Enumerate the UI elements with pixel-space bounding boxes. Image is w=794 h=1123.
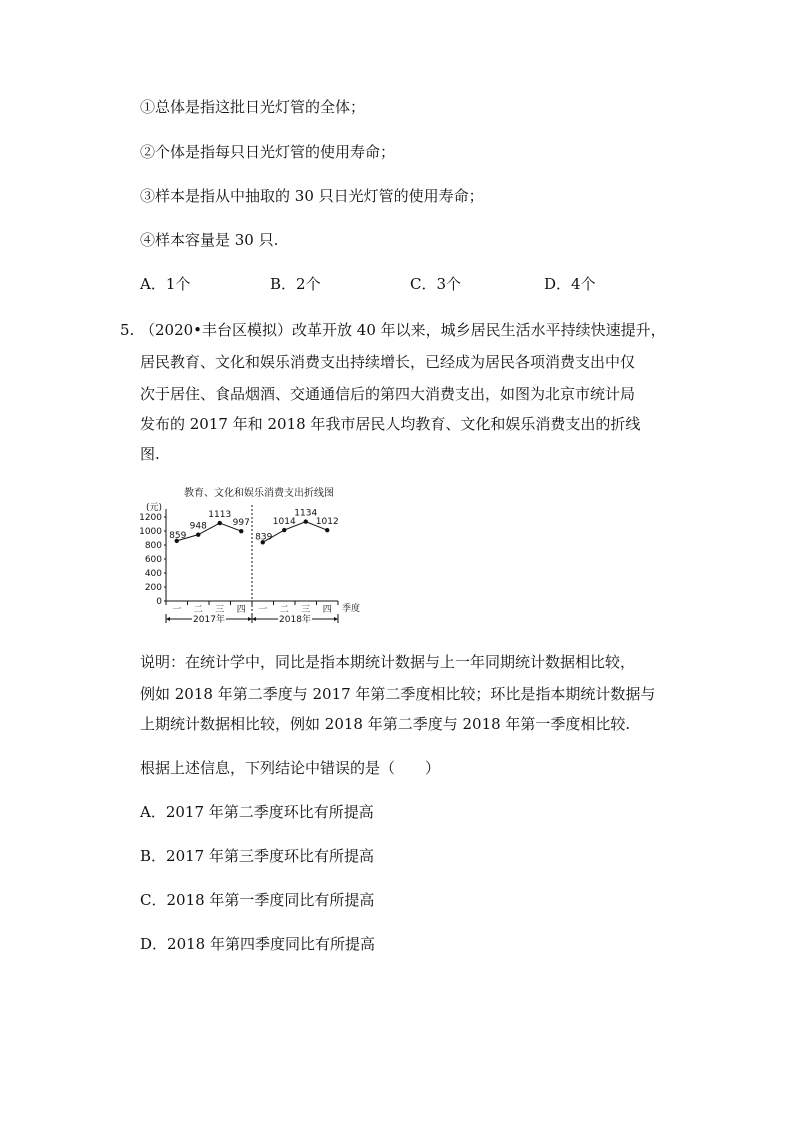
question-number: 5. <box>120 321 135 339</box>
data-point <box>304 519 308 523</box>
y-tick-label: 1000 <box>139 527 162 537</box>
q4-option-b[interactable]: B．2个 <box>270 275 321 293</box>
q4-option-a[interactable]: A．1个 <box>140 275 191 293</box>
question-stem: 根据上述信息，下列结论中错误的是（ ） <box>140 759 441 777</box>
data-point <box>325 528 329 532</box>
q4-option-c[interactable]: C．3个 <box>410 275 462 293</box>
y-tick-label: 1200 <box>139 513 162 523</box>
data-label: 948 <box>189 521 207 532</box>
statement-1: ①总体是指这批日光灯管的全体； <box>140 98 366 116</box>
note-line-2: 例如 2018 年第二季度与 2017 年第二季度相比较；环比是指本期统计数据与 <box>140 685 656 703</box>
q5-option-b[interactable]: B．2017 年第三季度环比有所提高 <box>140 847 374 865</box>
x-tick-label: 四 <box>236 605 246 615</box>
data-label: 1012 <box>315 517 339 528</box>
x-tick-label: 二 <box>193 605 203 615</box>
year-bracket-arrow <box>166 617 170 621</box>
data-label: 997 <box>232 518 250 529</box>
year-bracket-arrow <box>248 617 252 621</box>
x-tick-label: 一 <box>172 605 182 615</box>
y-axis-label: (元) <box>146 503 163 513</box>
data-label: 839 <box>255 532 273 543</box>
data-label: 1014 <box>272 517 296 528</box>
statement-4: ④样本容量是 30 只. <box>140 231 279 249</box>
y-tick-label: 600 <box>144 555 162 565</box>
data-label: 1113 <box>208 510 232 521</box>
year-label: 2017年 <box>193 615 225 625</box>
q4-options <box>140 274 660 294</box>
y-tick-label: 800 <box>144 541 162 551</box>
x-tick-label: 四 <box>322 605 332 615</box>
x-axis-label: 季度 <box>342 604 361 614</box>
q5-line-3: 次于居住、食品烟酒、交通通信后的第四大消费支出，如图为北京市统计局 <box>140 385 636 403</box>
series-line <box>177 523 242 541</box>
year-label: 2018年 <box>279 615 311 625</box>
data-label: 1134 <box>294 508 318 519</box>
data-point <box>196 532 200 536</box>
q5-option-d[interactable]: D．2018 年第四季度同比有所提高 <box>140 935 375 953</box>
note-line-1: 说明：在统计学中，同比是指本期统计数据与上一年同期统计数据相比较， <box>140 653 636 671</box>
year-bracket-arrow <box>252 617 256 621</box>
year-bracket-arrow <box>334 617 338 621</box>
q5-line-5: 图. <box>140 445 160 463</box>
data-point <box>282 528 286 532</box>
data-point <box>218 521 222 525</box>
data-label: 859 <box>169 530 187 541</box>
x-tick-label: 三 <box>301 605 311 615</box>
q5-option-c[interactable]: C．2018 年第一季度同比有所提高 <box>140 891 375 909</box>
line-chart <box>136 480 376 630</box>
x-tick-label: 三 <box>215 605 225 615</box>
statement-2: ②个体是指每只日光灯管的使用寿命； <box>140 143 396 161</box>
q5-line-4: 发布的 2017 年和 2018 年我市居民人均教育、文化和娱乐消费支出的折线 <box>140 415 641 433</box>
data-point <box>239 529 243 533</box>
y-tick-label: 400 <box>144 569 162 579</box>
q5-option-a[interactable]: A．2017 年第二季度环比有所提高 <box>140 803 374 821</box>
chart-title: 教育、文化和娱乐消费支出折线图 <box>184 488 334 499</box>
x-tick-label: 二 <box>279 605 289 615</box>
q5-line-1: （2020•丰台区模拟）改革开放 40 年以来，城乡居民生活水平持续快速提升， <box>140 321 666 339</box>
x-tick-label: 一 <box>258 605 268 615</box>
note-line-3: 上期统计数据相比较，例如 2018 年第二季度与 2018 年第一季度相比较. <box>140 715 631 733</box>
y-tick-label: 200 <box>144 583 162 593</box>
q5-line-2: 居民教育、文化和娱乐消费支出持续增长，已经成为居民各项消费支出中仅 <box>140 353 636 371</box>
y-tick-label: 0 <box>156 597 162 607</box>
statement-3: ③样本是指从中抽取的 30 只日光灯管的使用寿命； <box>140 187 484 205</box>
q4-option-d[interactable]: D．4个 <box>544 275 596 293</box>
